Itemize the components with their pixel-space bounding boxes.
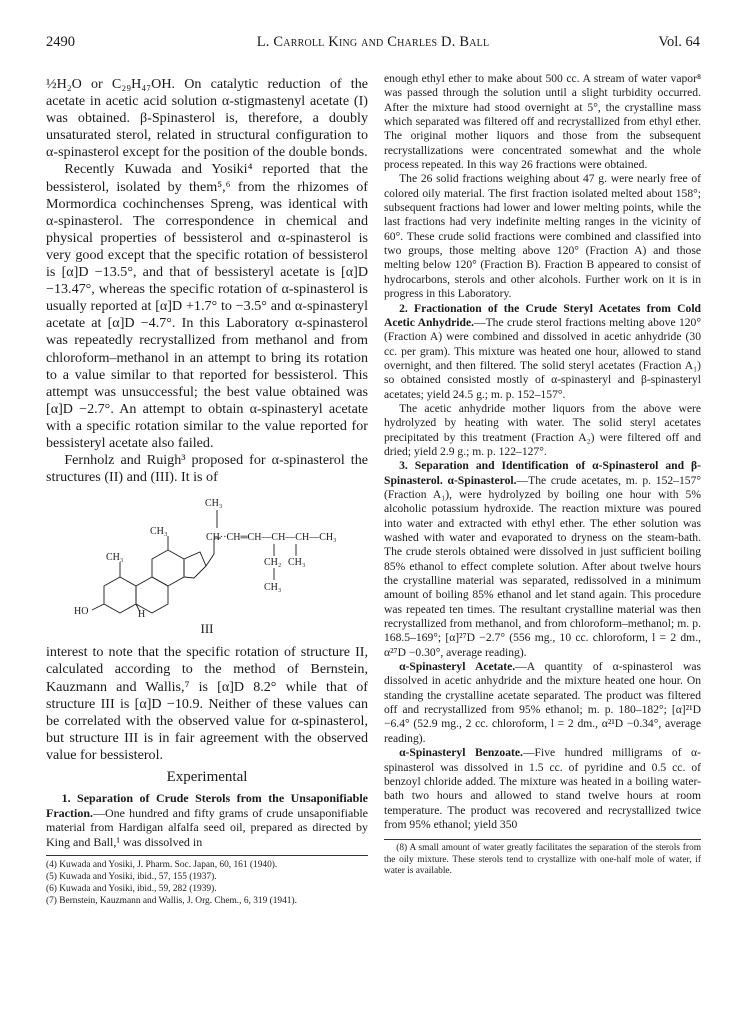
footnote: (6) Kuwada and Yosiki, ibid., 59, 282 (1939). [46, 884, 217, 895]
mol-ch3-c: CH₃ [264, 582, 282, 594]
footnote: (7) Bernstein, Kauzmann and Wallis, J. Org. Chem., 6, 319 (1941). [46, 896, 297, 907]
paragraph: enough ethyl ether to make about 500 cc. A stream of water vapor⁸ was passed through the solution until a slight turbidity occurred. After the mixture had stood overnight at 5°, the crystalline mass which separated was filtered off and recrystallized from ethyl ether. The original mother liquors and those from the subsequent recrystallizations were concentrated somewhat and the whole process repeated. In this way 26 fractions were obtained. [384, 72, 701, 172]
chemical-structure [46, 490, 368, 618]
footnote: (5) Kuwada and Yosiki, ibid., 57, 155 (1937). [46, 872, 217, 883]
subsection-heading: 3. Separation and Identification of α-Spinasterol and β-Spinasterol. α-Spinasterol. [384, 459, 701, 487]
mol-ch2: CH₂ [264, 557, 282, 569]
footnote: (8) A small amount of water greatly facilitates the separation of the sterols from the oily mixture. These sterols tend to crystallize with one-half mole of water, if water is available. [384, 843, 701, 877]
paragraph: The 26 solid fractions weighing about 47 g. were nearly free of colored oily material. The first fraction isolated melted about 158°; subsequent fractions had lower and lower melting points, while the last fractions had very indefinite melting ranges in the vicinity of 60°. These crude solid fractions were combined and classified into two groups, those melting above 120° (Fraction A) and those melting below 120° (Fraction B). Fraction B appeared to consist of hydrocarbons, sterols and other alcohols. Further work on it is in progress in this Laboratory. [384, 172, 701, 301]
mol-ch3-top: CH₃ [205, 498, 223, 510]
paragraph: interest to note that the specific rotation of structure II, calculated according to the method of Bernstein, Kauzmann and Wallis,⁷ is [α]D 8.2° while that of structure III is [α]D −10.9. Neither of these values can be correlated with the observed value for α-spinasterol, but structure III is in fair agreement with the observed value for bessisterol. [46, 644, 368, 763]
subsection-heading: 1. Separation of Crude Sterols from the Unsaponifiable Fraction. [46, 791, 368, 820]
subsection-heading: α-Spinasteryl Benzoate. [399, 746, 523, 760]
paragraph [384, 459, 701, 660]
mol-ch3-a: CH₃ [150, 526, 168, 538]
section-title: Experimental [166, 769, 248, 785]
paragraph-text: —Five hundred milligrams of α-spinasterol was dissolved in 1.5 cc. of pyridine and 0.5 cc. of benzoyl chloride added. The mixture was heated in a boiling water-bath two hours and allowed to stand twelve hours at room temperature. The product was recovered and recrystallized twice from 95% ethanol; yield 350 [384, 746, 701, 831]
subsection-heading: 2. Fractionation of the Crude Steryl Acetates from Cold Acetic Anhydride. [384, 301, 701, 329]
paragraph [384, 660, 701, 746]
paragraph-text: —A quantity of α-spinasterol was dissolved in acetic anhydride and the mixture heated one hour. On standing the crystalline acetate separated. The product was filtered off and recrystallized from 95% ethanol; m. p. 180–182°; [α]²¹D −6.4° (52.9 mg., 2 cc. chloroform, l = 2 dm., α²¹D −0.34°, average reading). [384, 660, 701, 745]
volume-label: Vol. 64 [658, 34, 700, 50]
mol-ch3-d: CH₃ [106, 552, 124, 564]
mol-h: H [138, 609, 146, 619]
paragraph [384, 302, 701, 402]
page-number: 2490 [46, 34, 75, 50]
paragraph-text: —The crude acetates, m. p. 152–157° (Fraction A₁), were hydrolyzed by boiling one hour with 5% alcoholic potassium hydroxide. The reaction mixture was poured into water and extracted with ethyl ether. The ether solution was washed with water and evaporated to dryness on the steam-bath. The crude sterols obtained were dissolved in just sufficient boiling 85% ethanol to effect complete solution. After about twelve hours the crystalline material was separated, redissolved in a minimum amount of boiling 85% ethanol and let stand again. This procedure was repeated ten times. The resultant crystalline material was then recrystallized from methanol, and from chloroform–methanol; m. p. 168.5–169°; [α]²⁷D −2.7° (556 mg., 10 cc. chloroform, l = 2 dm., α²⁷D −0.30°, average reading). [384, 473, 702, 659]
paragraph [46, 791, 368, 849]
running-header [46, 34, 700, 54]
paragraph-text: —One hundred and fifty grams of crude unsaponifiable material from Hardigan alfalfa seed oil, prepared as directed by King and Ball,¹ was dissolved in [46, 805, 368, 849]
mol-ch3-b: CH₃ [288, 557, 306, 569]
sterol-structure-diagram [46, 490, 368, 618]
footnotes [46, 859, 368, 907]
structure-label: III [200, 621, 214, 637]
paragraph: The acetic anhydride mother liquors from the above were hydrolyzed by heating with water. The solid steryl acetates precipitated by this treatment (Fraction A₂) were filtered off and dried; yield 2.9 g.; m. p. 122–127°. [384, 401, 701, 458]
running-title: L. Carroll King and Charles D. Ball [256, 34, 490, 50]
footnote-rule [46, 855, 368, 856]
subsection-heading: α-Spinasteryl Acetate. [399, 660, 516, 674]
right-column [384, 72, 701, 878]
footnote: (4) Kuwada and Yosiki, J. Pharm. Soc. Japan, 60, 161 (1940). [46, 860, 278, 871]
mol-chain: CH··CH═CH—CH—CH—CH₃ [206, 532, 337, 544]
paragraph: ½H₂O or C₂₉H₄₇OH. On catalytic reduction of the acetate in acetic acid solution α-stigmastenyl acetate (I) was obtained. β-Spinasterol is, therefore, a doubly unsaturated sterol, related in structural configuration to α-spinasterol except for the position of the double bonds. [46, 76, 368, 161]
footnote-rule [384, 839, 701, 840]
paragraph: Recently Kuwada and Yosiki⁴ reported that the bessisterol, isolated by them⁵,⁶ from the rhizomes of Mormordica cochinchenses Spreng, was identical with α-spinasterol. The correspondence in chemical and physical properties of bessisterol and α-spinasterol is very good except that the specific rotation of bessisterol is [α]D −13.5°, and that of bessisteryl acetate is [α]D −13.47°, whereas the specific rotation of α-spinasterol is usually reported at [α]D +1.7° to −3.5° and α-spinasteryl acetate at [α]D −4.7°. In this Laboratory α-spinasterol was repeatedly recrystallized from methanol and from chloroform–methanol in an attempt to bring its rotation to a value similar to that reported for bessisterol. This attempt was unsuccessful; the best value obtained was [α]D −2.7°. An attempt to obtain α-spinasteryl acetate with a specific rotation similar to the value reported for bessisteryl acetate also failed. [46, 161, 368, 451]
mol-ho: HO [74, 606, 89, 618]
left-column [46, 76, 368, 907]
paragraph [384, 746, 701, 832]
paragraph: Fernholz and Ruigh³ proposed for α-spinasterol the structures (II) and (III). It is of [46, 452, 368, 486]
paragraph-text: —The crude sterol fractions melting above 120° (Fraction A) were combined and dissolved in acetic anhydride (30 cc. per gram). This mixture was heated one hour, allowed to stand overnight, and then filtered. The solid steryl acetates (Fraction A₁) so obtained consisted mostly of α-spinasteryl and β-spinasteryl acetates; yield 24.5 g.; m. p. 152–157°. [384, 315, 701, 401]
